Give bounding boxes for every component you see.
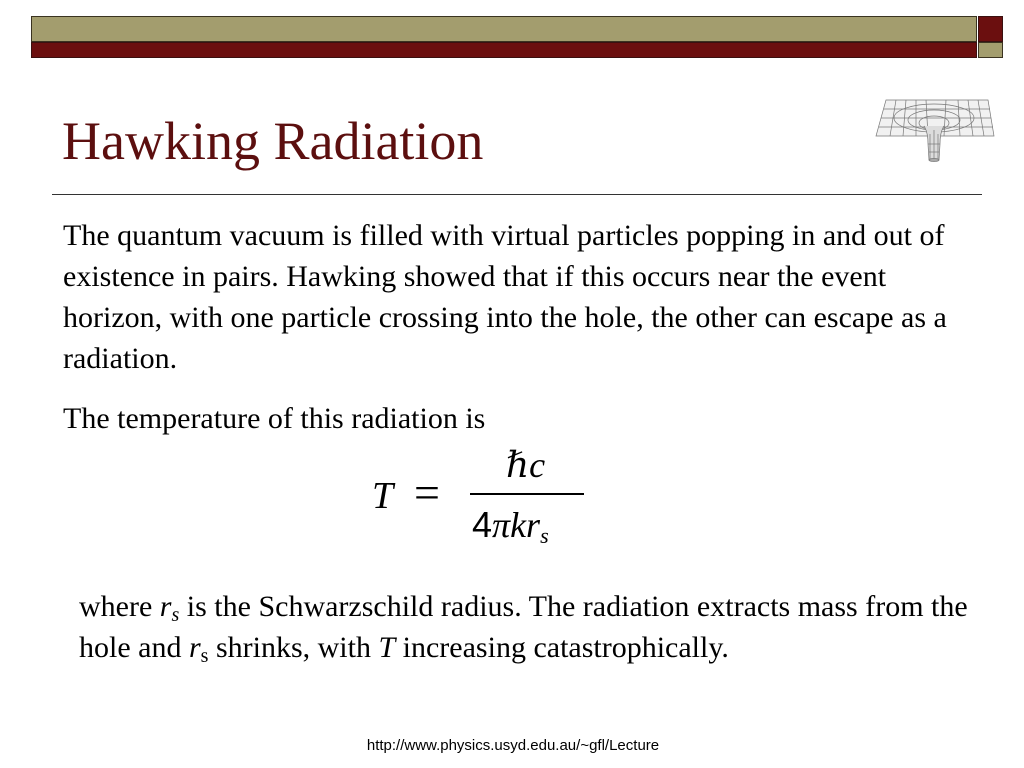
header-olive-band xyxy=(31,16,977,42)
intro-paragraph: The quantum vacuum is filled with virtual particles popping in and out of existence in pairs. Hawking showed that if this occurs near the event horizon, with one particle crossing into the hole, the other can escape as a radiation. xyxy=(63,219,947,375)
denominator-symbols: πkr xyxy=(492,505,541,545)
header-maroon-band xyxy=(31,42,977,58)
formula-denominator xyxy=(472,504,549,549)
denominator-number: 4 xyxy=(472,504,493,545)
hawking-temperature-formula xyxy=(368,444,598,554)
slide-title: Hawking Radiation xyxy=(62,111,484,171)
where-text-4: increasing catastrophically. xyxy=(395,631,729,664)
where-paragraph xyxy=(79,586,999,668)
header-corner-block xyxy=(978,16,1003,58)
where-s-subscript-2: s xyxy=(200,645,209,667)
where-r-symbol-2: r xyxy=(188,631,201,664)
fraction-bar xyxy=(470,493,584,495)
formula-equals: = xyxy=(414,467,440,518)
denominator-subscript: s xyxy=(540,523,549,548)
temperature-intro: The temperature of this radiation is xyxy=(63,402,486,435)
where-text-2: is the Schwarzschild radius. The radiation extracts mass from the hole and xyxy=(79,590,968,664)
where-r-symbol: r xyxy=(159,590,172,623)
where-text-1: where xyxy=(79,590,160,623)
footer-url: http://www.physics.usyd.edu.au/~gfl/Lecture xyxy=(366,737,660,754)
black-hole-grid-icon xyxy=(872,96,996,166)
formula-lhs: T xyxy=(372,475,394,517)
where-text-3: shrinks, with xyxy=(208,631,379,664)
corner-maroon-square xyxy=(978,16,1003,42)
title-divider xyxy=(52,194,982,195)
where-T-symbol: T xyxy=(378,631,396,664)
header-bar xyxy=(31,16,977,58)
corner-olive-square xyxy=(978,42,1003,58)
formula-numerator: ℏc xyxy=(506,445,546,485)
where-s-subscript: s xyxy=(171,604,180,626)
